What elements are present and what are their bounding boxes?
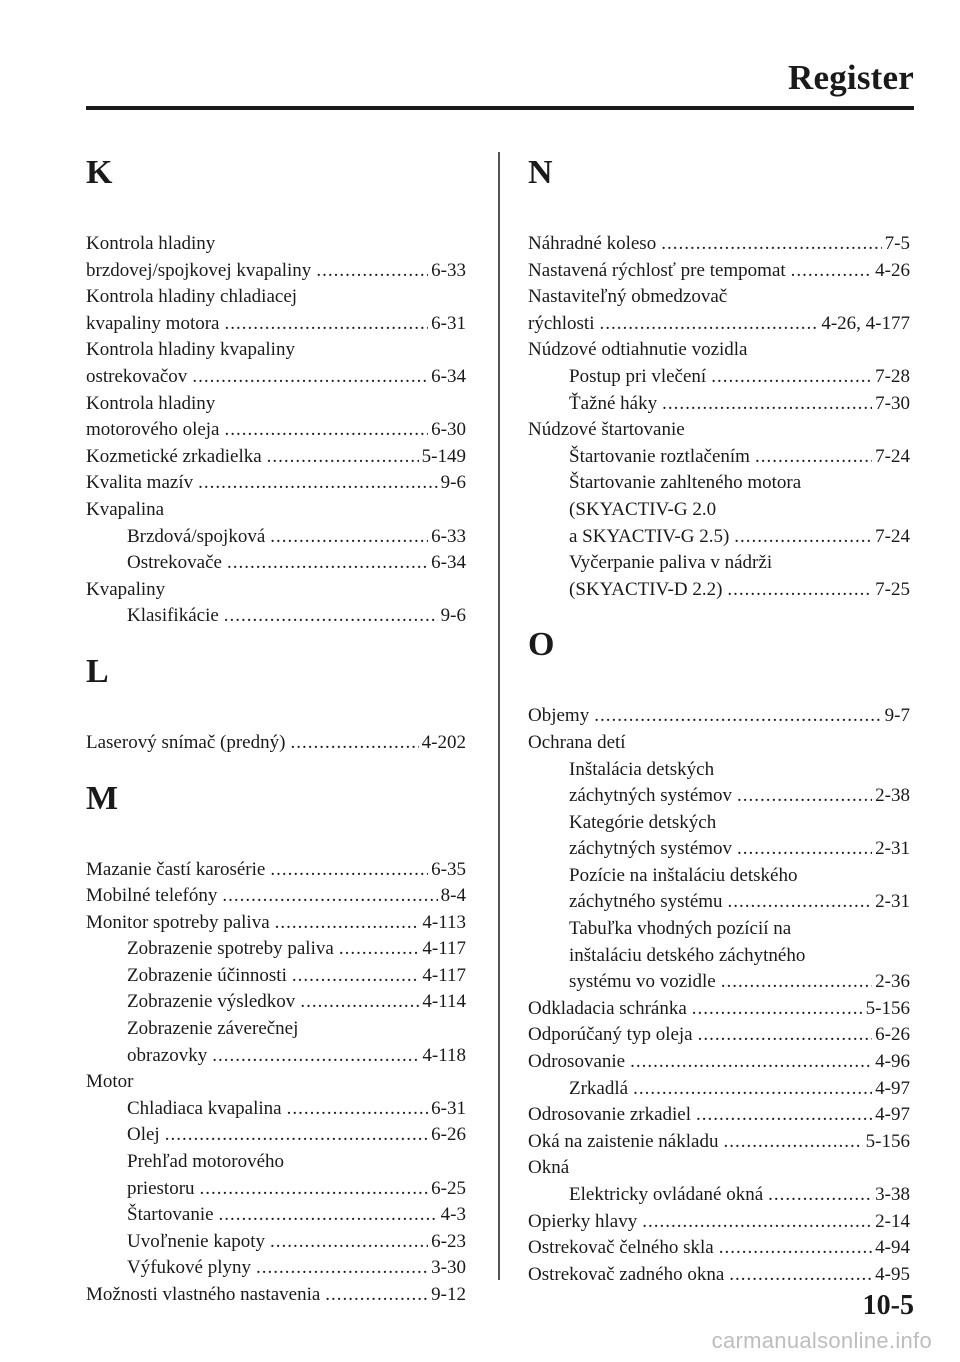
index-entry bbox=[86, 470, 466, 497]
entry-page-ref: 2-31 bbox=[875, 891, 910, 913]
entry-text: obrazovky bbox=[127, 1044, 208, 1066]
entry-text: záchytných systémov bbox=[569, 785, 733, 807]
dot-leader bbox=[642, 1209, 872, 1236]
dot-leader bbox=[316, 258, 428, 285]
dot-leader bbox=[737, 836, 872, 863]
dot-leader bbox=[339, 936, 420, 963]
entry-page-ref: 7-24 bbox=[875, 525, 910, 547]
entry-page-ref: 9-6 bbox=[440, 472, 466, 494]
entry-text: Elektricky ovládané okná bbox=[569, 1184, 764, 1205]
index-subentry bbox=[528, 524, 910, 551]
index-entry bbox=[528, 311, 910, 338]
entry-page-ref: 4-118 bbox=[422, 1044, 466, 1066]
entry-text: Postup pri vlečení bbox=[569, 365, 707, 387]
index-entry bbox=[86, 857, 466, 884]
dot-leader bbox=[192, 364, 428, 391]
entry-text: Kvapaliny bbox=[86, 578, 166, 600]
index-entry bbox=[86, 1069, 466, 1096]
section-letter: N bbox=[528, 154, 553, 191]
entry-text: Olej bbox=[127, 1124, 160, 1146]
index-subentry bbox=[528, 889, 910, 916]
index-entry bbox=[86, 311, 466, 338]
dot-leader bbox=[222, 883, 437, 910]
entry-page-ref: 4-26, 4-177 bbox=[821, 312, 910, 334]
entry-text: a SKYACTIV-G 2.5) bbox=[569, 525, 730, 547]
entry-page-ref: 6-31 bbox=[431, 1097, 466, 1119]
section-letter: M bbox=[86, 779, 119, 817]
dot-leader bbox=[219, 1202, 438, 1229]
entry-page-ref: 6-34 bbox=[431, 552, 466, 574]
index-entry bbox=[86, 391, 466, 418]
dot-leader bbox=[198, 470, 438, 497]
index-subentry bbox=[528, 444, 910, 471]
entry-page-ref: 5-156 bbox=[865, 1130, 910, 1152]
dot-leader bbox=[325, 1282, 428, 1309]
entry-page-ref: 2-36 bbox=[875, 971, 910, 993]
index-entry bbox=[86, 730, 466, 757]
entry-text: Náhradné koleso bbox=[528, 233, 657, 254]
section-letter: O bbox=[528, 626, 555, 664]
index-entry bbox=[86, 231, 466, 258]
entry-page-ref: 9-7 bbox=[884, 705, 910, 727]
entry-page-ref: 4-94 bbox=[875, 1237, 910, 1259]
dot-leader bbox=[727, 577, 872, 604]
dot-leader bbox=[721, 969, 872, 996]
entry-page-ref: 7-25 bbox=[875, 578, 910, 600]
entry-page-ref: 4-202 bbox=[421, 731, 466, 753]
index-column-right bbox=[528, 150, 910, 1288]
index-subentry bbox=[528, 470, 910, 497]
index-section bbox=[86, 649, 466, 757]
index-subentry bbox=[528, 836, 910, 863]
entry-page-ref: 6-26 bbox=[875, 1024, 910, 1046]
entry-page-ref: 2-38 bbox=[875, 785, 910, 807]
index-entry bbox=[86, 364, 466, 391]
entry-text: Kontrola hladiny chladiacej bbox=[86, 286, 298, 308]
dot-leader bbox=[300, 989, 419, 1016]
entry-page-ref: 6-33 bbox=[431, 525, 466, 547]
entry-page-ref: 3-30 bbox=[431, 1257, 466, 1279]
entry-page-ref: 8-4 bbox=[440, 885, 466, 907]
dot-leader bbox=[768, 1182, 872, 1209]
page-title: Register bbox=[788, 58, 914, 97]
index-subentry bbox=[86, 963, 466, 990]
index-entry bbox=[528, 231, 910, 258]
index-entry bbox=[86, 444, 466, 471]
entry-page-ref: 2-14 bbox=[875, 1210, 910, 1232]
index-subentry bbox=[528, 783, 910, 810]
entry-text: Nastaviteľný obmedzovač bbox=[528, 286, 728, 308]
index-entry bbox=[86, 497, 466, 524]
entry-page-ref: 6-33 bbox=[431, 259, 466, 281]
entry-text: systému vo vozidle bbox=[569, 971, 716, 993]
dot-leader bbox=[633, 1076, 872, 1103]
entry-text: Núdzové odtiahnutie vozidla bbox=[528, 339, 748, 361]
entry-text: záchytných systémov bbox=[569, 838, 733, 860]
dot-leader bbox=[224, 603, 438, 630]
entry-page-ref: 4-97 bbox=[875, 1077, 910, 1099]
entry-page-ref: 4-3 bbox=[440, 1204, 466, 1226]
entry-text: Možnosti vlastného nastavenia bbox=[86, 1284, 321, 1305]
index-entry bbox=[528, 258, 910, 285]
entry-page-ref: 6-35 bbox=[431, 858, 466, 880]
entry-page-ref: 7-30 bbox=[875, 392, 910, 414]
dot-leader bbox=[256, 1255, 428, 1282]
index-subentry bbox=[86, 1043, 466, 1070]
dot-leader bbox=[225, 417, 429, 444]
index-subentry bbox=[528, 969, 910, 996]
entry-text: Kategórie detských bbox=[569, 811, 717, 833]
dot-leader bbox=[292, 963, 420, 990]
index-entry bbox=[528, 1262, 910, 1289]
entry-text: Prehľad motorového bbox=[127, 1151, 285, 1173]
dot-leader bbox=[227, 550, 428, 577]
entry-text: Uvoľnenie kapoty bbox=[127, 1230, 266, 1252]
entry-page-ref: 6-31 bbox=[431, 312, 466, 334]
entry-page-ref: 4-26 bbox=[875, 259, 910, 281]
entry-text: kvapaliny motora bbox=[86, 312, 220, 334]
entry-text: Štartovanie bbox=[127, 1204, 214, 1226]
index-subentry bbox=[528, 943, 910, 970]
index-subentry bbox=[86, 1229, 466, 1256]
entry-text: Monitor spotreby paliva bbox=[86, 911, 270, 933]
dot-leader bbox=[723, 1129, 862, 1156]
entry-page-ref: 6-23 bbox=[431, 1230, 466, 1252]
entry-page-ref: 7-28 bbox=[875, 365, 910, 387]
index-entry bbox=[528, 1155, 910, 1182]
entry-page-ref: 6-25 bbox=[431, 1177, 466, 1199]
header-rule bbox=[86, 106, 914, 110]
index-entry bbox=[86, 910, 466, 937]
entry-page-ref: 7-5 bbox=[884, 233, 910, 254]
index-subentry bbox=[86, 603, 466, 630]
entry-text: Zobrazenie účinnosti bbox=[127, 964, 287, 986]
index-subentry bbox=[528, 364, 910, 391]
entry-page-ref: 9-6 bbox=[440, 605, 466, 627]
entry-text: Kontrola hladiny kvapaliny bbox=[86, 339, 295, 361]
index-subentry bbox=[528, 1182, 910, 1209]
entry-page-ref: 4-96 bbox=[875, 1051, 910, 1073]
watermark: carmanualsonline.info bbox=[711, 1328, 932, 1353]
dot-leader bbox=[696, 1102, 872, 1129]
entry-text: Výfukové plyny bbox=[127, 1257, 252, 1279]
dot-leader bbox=[791, 258, 873, 285]
index-entry bbox=[86, 417, 466, 444]
dot-leader bbox=[212, 1043, 419, 1070]
entry-page-ref: 5-149 bbox=[421, 445, 466, 467]
entry-page-ref: 6-34 bbox=[431, 365, 466, 387]
index-subentry bbox=[86, 1255, 466, 1282]
index-entry bbox=[528, 1022, 910, 1049]
index-subentry bbox=[86, 1176, 466, 1203]
index-entry bbox=[528, 730, 910, 757]
index-entry bbox=[528, 337, 910, 364]
entry-text: Kontrola hladiny bbox=[86, 392, 216, 414]
index-column-left bbox=[86, 150, 466, 1309]
entry-page-ref: 4-95 bbox=[875, 1263, 910, 1285]
dot-leader bbox=[692, 996, 863, 1023]
entry-text: Laserový snímač (predný) bbox=[86, 731, 286, 753]
index-subentry bbox=[528, 810, 910, 837]
index-subentry bbox=[528, 391, 910, 418]
index-entry bbox=[86, 284, 466, 311]
entry-text: Odrosovanie bbox=[528, 1051, 626, 1073]
dot-leader bbox=[200, 1176, 429, 1203]
dot-leader bbox=[225, 311, 429, 338]
entry-page-ref: 7-24 bbox=[875, 445, 910, 467]
index-subentry bbox=[528, 550, 910, 577]
dot-leader bbox=[734, 524, 872, 551]
index-entry bbox=[86, 258, 466, 285]
dot-leader bbox=[728, 889, 873, 916]
index-entry bbox=[528, 1129, 910, 1156]
index-subentry bbox=[86, 1202, 466, 1229]
index-subentry bbox=[86, 1096, 466, 1123]
index-entry bbox=[86, 883, 466, 910]
index-subentry bbox=[528, 1076, 910, 1103]
entry-page-ref: 6-26 bbox=[431, 1124, 466, 1146]
entry-page-ref: 5-156 bbox=[865, 997, 910, 1019]
index-subentry bbox=[86, 1016, 466, 1043]
entry-text: inštaláciu detského záchytného bbox=[569, 944, 806, 966]
entry-page-ref: 4-117 bbox=[422, 938, 466, 960]
index-entry bbox=[528, 996, 910, 1023]
index-section bbox=[86, 776, 466, 1309]
dot-leader bbox=[287, 1096, 429, 1123]
entry-text: Kontrola hladiny bbox=[86, 233, 216, 254]
index-subentry bbox=[86, 1122, 466, 1149]
entry-page-ref: 4-97 bbox=[875, 1104, 910, 1126]
index-entry bbox=[528, 1049, 910, 1076]
entry-text: rýchlosti bbox=[528, 312, 595, 334]
entry-text: Pozície na inštaláciu detského bbox=[569, 864, 798, 886]
dot-leader bbox=[737, 783, 872, 810]
index-entry bbox=[86, 1282, 466, 1309]
index-subentry bbox=[528, 757, 910, 784]
entry-page-ref: 9-12 bbox=[431, 1284, 466, 1305]
index-subentry bbox=[86, 1149, 466, 1176]
entry-page-ref: 4-113 bbox=[422, 911, 466, 933]
dot-leader bbox=[165, 1122, 428, 1149]
entry-text: záchytného systému bbox=[569, 891, 723, 913]
entry-text: Nastavená rýchlosť pre tempomat bbox=[528, 259, 786, 281]
index-entry bbox=[86, 577, 466, 604]
entry-text: Tabuľka vhodných pozícií na bbox=[569, 918, 792, 940]
entry-text: Mobilné telefóny bbox=[86, 885, 218, 907]
index-section bbox=[528, 150, 910, 603]
entry-text: Motor bbox=[86, 1071, 134, 1093]
entry-text: Ochrana detí bbox=[528, 731, 626, 753]
section-letter: K bbox=[86, 154, 113, 191]
index-entry bbox=[528, 417, 910, 444]
entry-text: motorového oleja bbox=[86, 419, 220, 441]
dot-leader bbox=[719, 1235, 872, 1262]
index-subentry bbox=[528, 577, 910, 604]
index-subentry bbox=[86, 550, 466, 577]
dot-leader bbox=[711, 364, 872, 391]
dot-leader bbox=[275, 910, 420, 937]
entry-text: Kvapalina bbox=[86, 498, 165, 520]
entry-text: Ťažné háky bbox=[569, 392, 658, 414]
column-divider bbox=[498, 152, 500, 1280]
entry-text: Zrkadlá bbox=[569, 1077, 629, 1099]
entry-page-ref: 3-38 bbox=[875, 1184, 910, 1205]
entry-text: Kvalita mazív bbox=[86, 472, 194, 494]
entry-text: Objemy bbox=[528, 705, 590, 727]
entry-text: Zobrazenie záverečnej bbox=[127, 1018, 299, 1040]
index-subentry bbox=[86, 524, 466, 551]
entry-text: (SKYACTIV-G 2.0 bbox=[569, 498, 717, 520]
index-subentry bbox=[528, 497, 910, 524]
entry-text: Chladiaca kvapalina bbox=[127, 1097, 282, 1119]
entry-page-ref: 4-114 bbox=[422, 991, 466, 1013]
entry-text: Štartovanie roztlačením bbox=[569, 445, 750, 467]
entry-text: Oká na zaistenie nákladu bbox=[528, 1130, 719, 1152]
dot-leader bbox=[270, 857, 428, 884]
index-entry bbox=[86, 337, 466, 364]
entry-text: priestoru bbox=[127, 1177, 195, 1199]
dot-leader bbox=[755, 444, 872, 471]
entry-text: Štartovanie zahlteného motora bbox=[569, 472, 802, 494]
entry-text: Zobrazenie spotreby paliva bbox=[127, 938, 334, 960]
entry-text: Ostrekovač zadného okna bbox=[528, 1263, 725, 1285]
index-entry bbox=[528, 284, 910, 311]
dot-leader bbox=[661, 231, 881, 258]
entry-text: Odrosovanie zrkadiel bbox=[528, 1104, 692, 1126]
index-section bbox=[528, 622, 910, 1288]
entry-text: Klasifikácie bbox=[127, 605, 219, 627]
dot-leader bbox=[270, 524, 428, 551]
dot-leader bbox=[729, 1262, 872, 1289]
entry-text: Opierky hlavy bbox=[528, 1210, 638, 1232]
dot-leader bbox=[594, 703, 881, 730]
entry-text: Núdzové štartovanie bbox=[528, 419, 685, 441]
page-number: 10-5 bbox=[862, 1290, 914, 1321]
entry-text: brzdovej/spojkovej kvapaliny bbox=[86, 259, 312, 281]
entry-text: Okná bbox=[528, 1157, 570, 1179]
dot-leader bbox=[270, 1229, 428, 1256]
index-section bbox=[86, 150, 466, 630]
index-entry bbox=[528, 703, 910, 730]
entry-text: Ostrekovač čelného skla bbox=[528, 1237, 714, 1259]
index-entry bbox=[528, 1235, 910, 1262]
entry-text: Kozmetické zrkadielka bbox=[86, 445, 262, 467]
index-entry bbox=[528, 1209, 910, 1236]
entry-text: (SKYACTIV-D 2.2) bbox=[569, 578, 723, 600]
entry-text: Inštalácia detských bbox=[569, 758, 715, 780]
index-subentry bbox=[528, 916, 910, 943]
entry-text: ostrekovačov bbox=[86, 365, 188, 387]
entry-page-ref: 6-30 bbox=[431, 419, 466, 441]
entry-text: Odporúčaný typ oleja bbox=[528, 1024, 693, 1046]
entry-text: Odkladacia schránka bbox=[528, 997, 687, 1019]
index-subentry bbox=[86, 936, 466, 963]
entry-text: Zobrazenie výsledkov bbox=[127, 991, 296, 1013]
entry-text: Vyčerpanie paliva v nádrži bbox=[569, 552, 773, 574]
entry-text: Mazanie častí karosérie bbox=[86, 858, 266, 880]
index-entry bbox=[528, 1102, 910, 1129]
index-subentry bbox=[528, 863, 910, 890]
dot-leader bbox=[600, 311, 819, 338]
dot-leader bbox=[290, 730, 418, 757]
entry-text: Ostrekovače bbox=[127, 552, 222, 574]
entry-page-ref: 4-117 bbox=[422, 964, 466, 986]
section-letter: L bbox=[86, 652, 109, 690]
index-subentry bbox=[86, 989, 466, 1016]
dot-leader bbox=[267, 444, 419, 471]
dot-leader bbox=[698, 1022, 873, 1049]
dot-leader bbox=[630, 1049, 872, 1076]
dot-leader bbox=[662, 391, 872, 418]
entry-page-ref: 2-31 bbox=[875, 838, 910, 860]
entry-text: Brzdová/spojková bbox=[127, 525, 266, 547]
